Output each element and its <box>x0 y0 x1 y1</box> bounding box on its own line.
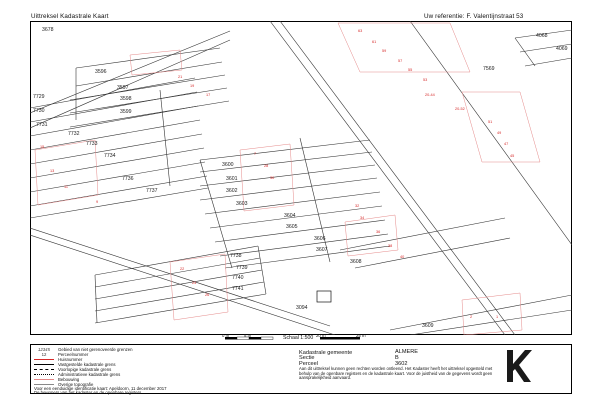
boundary-line <box>280 21 515 335</box>
house-number: 24 <box>192 281 197 285</box>
house-number: 61 <box>372 40 377 44</box>
boundary-line <box>30 235 335 335</box>
boundary-line <box>30 228 330 326</box>
parcel-number: 7737 <box>146 188 158 194</box>
parcel-number: 3603 <box>236 201 248 207</box>
building-outline <box>35 140 98 205</box>
house-number: 2 <box>470 315 473 319</box>
legend-label: Vastgestelde kadastrale grens <box>58 362 116 367</box>
house-number: 40 <box>400 255 405 259</box>
house-number: 30 <box>270 176 275 180</box>
legend-label: Perceelnummer <box>58 352 89 357</box>
sectie-label: Sectie <box>299 355 315 361</box>
parcel-number: 3608 <box>350 259 362 265</box>
perceel-value: 3602 <box>395 361 408 367</box>
boundary-line <box>30 120 200 150</box>
building-line-icon <box>34 379 54 380</box>
house-number: 59 <box>382 49 387 53</box>
boundary-line <box>225 244 393 268</box>
parcel-number: 3607 <box>316 247 328 253</box>
scale-tick: 0 m <box>222 333 230 338</box>
boundary-line <box>410 310 572 335</box>
legend-label: Administratieve kadastrale grens <box>58 372 121 377</box>
parcel-number: 3600 <box>222 162 234 168</box>
house-number: 49 <box>497 131 502 135</box>
boundary-line <box>30 134 202 164</box>
house-number: 53 <box>423 78 428 82</box>
boundary-line <box>160 90 170 186</box>
boundary-line <box>200 140 370 160</box>
parcel-number: 7732 <box>68 131 80 137</box>
boundary-line <box>30 92 197 122</box>
boundary-line <box>390 295 572 330</box>
scale-tick: 5 m <box>244 333 252 338</box>
house-number: 34 <box>360 216 365 220</box>
house-number: 1 <box>496 315 499 319</box>
boundary-line <box>30 148 204 178</box>
house-number: 17 <box>206 93 211 97</box>
parcel-number: 3598 <box>120 96 132 102</box>
house-number: 13 <box>50 169 55 173</box>
boundary-line <box>95 258 260 287</box>
scale-tick: 25 m <box>356 333 366 338</box>
parcel-number: 7569 <box>483 66 495 72</box>
boundary-line <box>410 21 572 245</box>
administrative-boundary-line-icon <box>34 374 54 375</box>
boundary-line <box>95 246 258 275</box>
legend-label: Gebied van niet gerenoveerde grenzen <box>58 347 133 352</box>
boundary-line <box>205 192 380 214</box>
building-outline <box>462 293 522 335</box>
kadaster-logo-icon <box>500 346 534 386</box>
reference-text: Uw referentie: F. Valentijnstraat 53 <box>424 13 524 20</box>
house-number: 22 <box>180 267 185 271</box>
parcel-number: 4069 <box>556 46 568 52</box>
boundary-line <box>220 234 388 256</box>
parcel-number: 7734 <box>104 153 116 159</box>
gemeente-label: Kadastrale gemeente <box>299 350 353 356</box>
legend-label: Bebouwing <box>58 377 80 382</box>
house-number: 26 <box>205 293 210 297</box>
parcel-number: 7730 <box>33 108 45 114</box>
house-number: 55 <box>408 68 413 72</box>
parcel-number: 3678 <box>42 27 54 33</box>
parcel-number: 7731 <box>36 122 48 128</box>
boundary-line <box>30 78 195 108</box>
boundary-line <box>515 38 535 66</box>
house-number: 28 <box>264 164 269 168</box>
parcel-number: 7736 <box>122 176 134 182</box>
house-number: 63 <box>358 29 363 33</box>
house-number: 45 <box>510 154 515 158</box>
legend-symbol: 12345 <box>38 347 50 352</box>
disclaimer-text: Aan dit uittreksel kunnen geen rechten worden ontleend. Het Kadaster heeft het uittreksel opgesteld met behulp van de openbare registers en de kadastrale kaart. Voor de juistheid van de gegevens wordt geen aansprakelijkheid aanvaard. <box>299 366 493 381</box>
house-number: 38 <box>388 244 393 248</box>
house-number: 9 <box>96 200 99 204</box>
building-outline <box>462 92 540 162</box>
parcel-number: 7738 <box>230 253 242 259</box>
parcel-number: 3597 <box>117 85 129 91</box>
parcel-number: 3609 <box>422 323 434 329</box>
parcel-number: 3604 <box>284 213 296 219</box>
legend-footer: Voor een eenduidige identificatie kaart: Apeldoorn, 11 december 2017 <box>34 386 167 391</box>
parcel-number: 3094 <box>296 305 308 311</box>
boundary-line <box>30 106 198 136</box>
house-number: 15 <box>40 145 45 149</box>
building-outline <box>317 291 331 302</box>
house-number: 51 <box>488 120 493 124</box>
boundary-line <box>95 294 266 323</box>
boundary-line <box>30 162 205 192</box>
house-number: 32 <box>355 204 360 208</box>
legend-label: Overige topografie <box>58 382 94 387</box>
boundary-line <box>30 176 207 206</box>
boundary-line <box>70 101 229 127</box>
parcel-number: 7740 <box>232 275 244 281</box>
legend-symbol: 12 <box>41 352 47 357</box>
legend-label: Huisnummer <box>58 357 83 362</box>
parcel-number: 4068 <box>536 33 548 39</box>
scale-tick: 20 m <box>316 333 326 338</box>
topography-line-icon <box>34 384 54 385</box>
boundary-line <box>215 220 385 242</box>
house-number: 21 <box>178 75 183 79</box>
parcel-number: 3599 <box>120 109 132 115</box>
parcel-number: 7733 <box>86 141 98 147</box>
house-number-line-icon <box>34 359 54 360</box>
parcel-number: 3602 <box>226 188 238 194</box>
house-number: 57 <box>398 59 403 63</box>
boundary-line <box>258 246 266 294</box>
scale-label: Schaal 1:500 <box>283 335 314 341</box>
parcel-number: 7741 <box>232 286 244 292</box>
building-outline <box>170 254 228 320</box>
boundary-line <box>270 21 505 335</box>
house-number: 20-44 <box>425 93 435 97</box>
gemeente-value: ALMERE <box>395 349 419 355</box>
parcel-number: 7739 <box>236 265 248 271</box>
house-number: 19 <box>190 84 195 88</box>
house-number: 7 <box>254 152 257 156</box>
sectie-value: B <box>395 355 399 361</box>
document-title: Uittreksel Kadastrale Kaart <box>31 13 109 20</box>
parcel-number: 7729 <box>33 94 45 100</box>
parcel-number: 3606 <box>314 236 326 242</box>
parcel-number: 3596 <box>95 69 107 75</box>
parcel-number: 3601 <box>226 176 238 182</box>
house-number: 36 <box>376 230 381 234</box>
legend-label: Voorlopige kadastrale grens <box>58 367 112 372</box>
building-outline <box>345 215 398 256</box>
legend-footer: De bewoners van het kadaster en de openbare registers <box>34 390 142 395</box>
parcel-number: 3605 <box>286 224 298 230</box>
house-number: 11 <box>64 185 68 189</box>
house-number: 20-52 <box>455 107 465 111</box>
fixed-boundary-line-icon <box>34 364 54 365</box>
provisional-boundary-line-icon <box>34 369 54 370</box>
boundary-line <box>76 48 220 68</box>
perceel-label: Perceel <box>299 361 318 367</box>
house-number: 47 <box>504 142 509 146</box>
boundary-line <box>30 188 208 218</box>
